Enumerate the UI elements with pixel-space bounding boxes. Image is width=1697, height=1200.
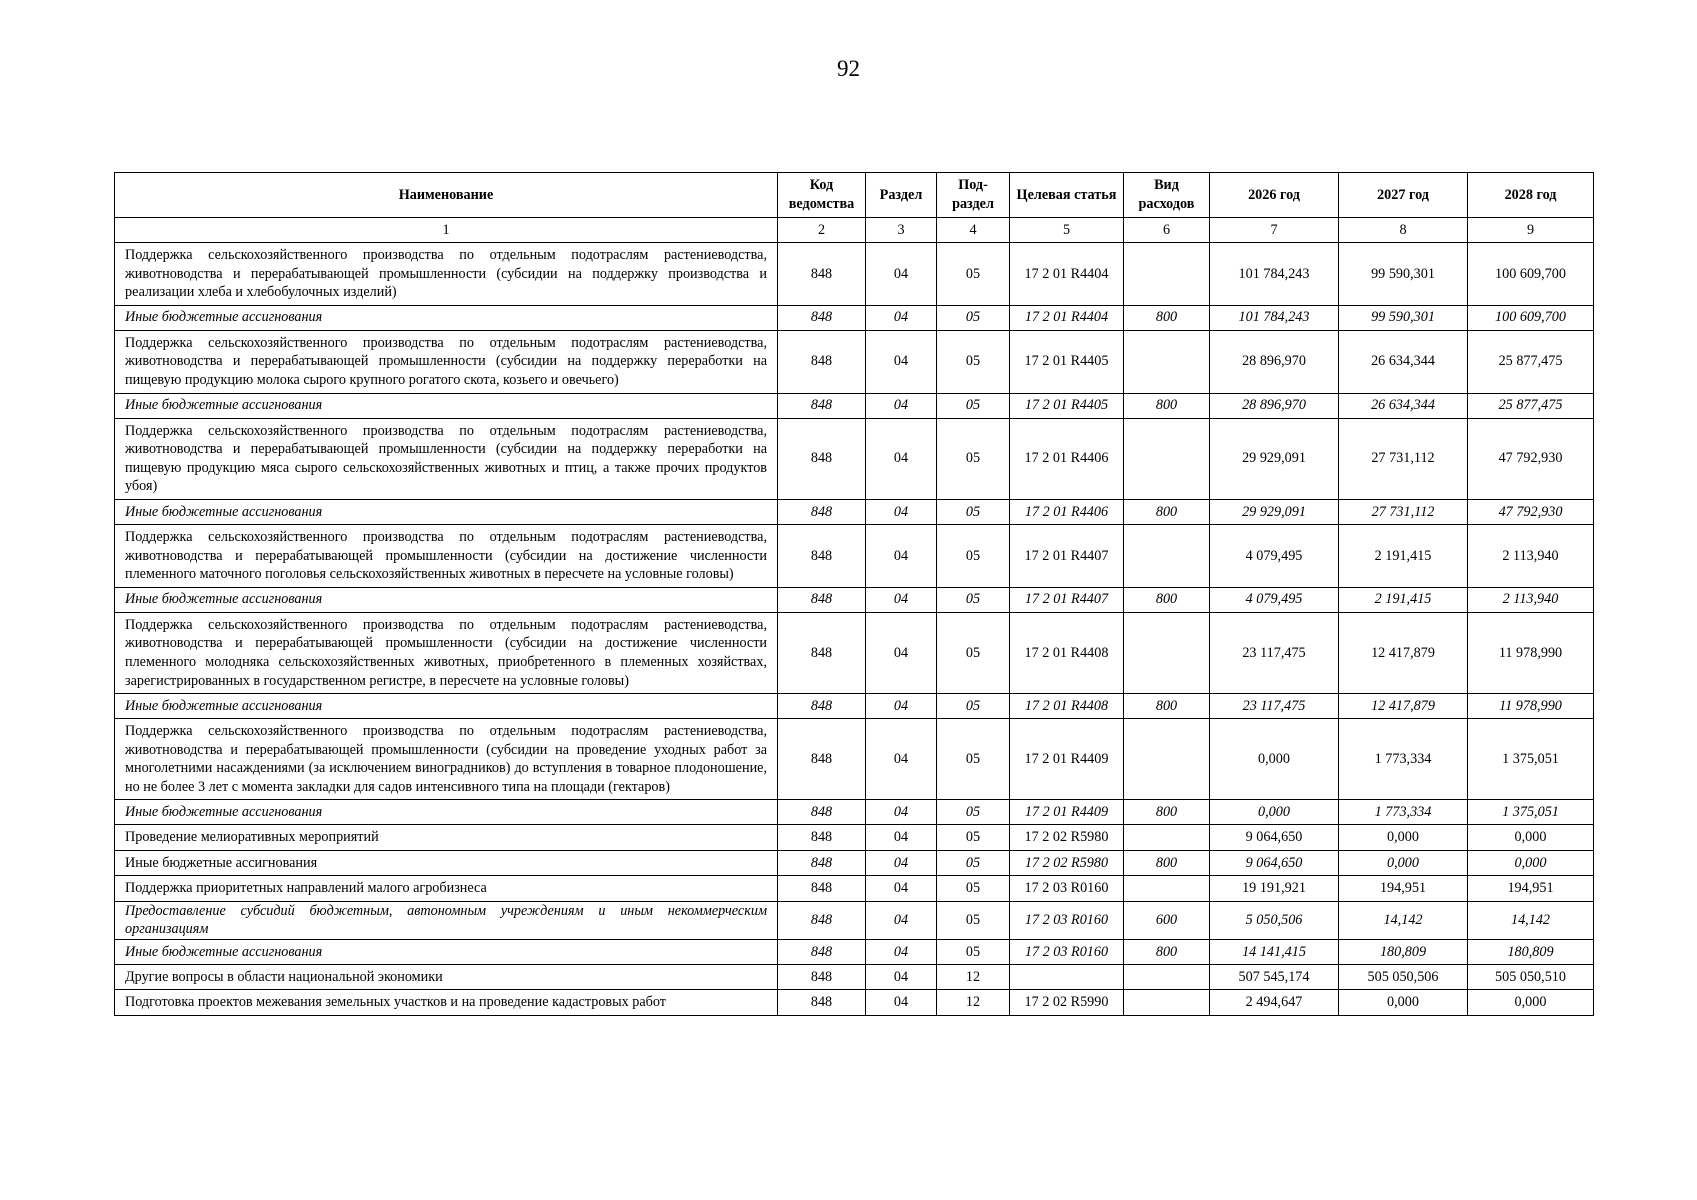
name-cell: Иные бюджетные ассигнования <box>115 305 778 330</box>
value-2027-cell: 194,951 <box>1339 876 1468 902</box>
podrazdel-cell: 05 <box>937 418 1010 499</box>
podrazdel-cell: 05 <box>937 876 1010 902</box>
razdel-cell: 04 <box>866 964 937 990</box>
razdel-cell: 04 <box>866 418 937 499</box>
statya-cell: 17 2 01 R4407 <box>1010 524 1124 587</box>
table-row <box>115 305 1594 330</box>
table-row <box>115 939 1594 964</box>
value-2027-cell: 505 050,506 <box>1339 964 1468 990</box>
name-cell: Иные бюджетные ассигнования <box>115 851 778 876</box>
value-2028-cell: 14,142 <box>1468 901 1594 939</box>
column-number: 2 <box>778 218 866 243</box>
table-row <box>115 719 1594 800</box>
statya-cell: 17 2 03 R0160 <box>1010 876 1124 902</box>
razdel-cell: 04 <box>866 524 937 587</box>
table-row <box>115 800 1594 825</box>
value-2026-cell: 507 545,174 <box>1210 964 1339 990</box>
value-2028-cell: 100 609,700 <box>1468 305 1594 330</box>
value-2026-cell: 23 117,475 <box>1210 694 1339 719</box>
value-2028-cell: 11 978,990 <box>1468 694 1594 719</box>
podrazdel-cell: 12 <box>937 964 1010 990</box>
value-2026-cell: 0,000 <box>1210 800 1339 825</box>
value-2026-cell: 101 784,243 <box>1210 243 1339 306</box>
statya-cell: 17 2 03 R0160 <box>1010 939 1124 964</box>
value-2026-cell: 9 064,650 <box>1210 851 1339 876</box>
table-row <box>115 694 1594 719</box>
name-cell: Иные бюджетные ассигнования <box>115 393 778 418</box>
value-2028-cell: 11 978,990 <box>1468 612 1594 693</box>
statya-cell: 17 2 01 R4404 <box>1010 305 1124 330</box>
column-number: 1 <box>115 218 778 243</box>
column-number: 6 <box>1124 218 1210 243</box>
statya-cell: 17 2 01 R4408 <box>1010 694 1124 719</box>
table-row <box>115 418 1594 499</box>
value-2026-cell: 19 191,921 <box>1210 876 1339 902</box>
razdel-cell: 04 <box>866 876 937 902</box>
razdel-cell: 04 <box>866 694 937 719</box>
value-2027-cell: 2 191,415 <box>1339 524 1468 587</box>
vid-cell: 600 <box>1124 901 1210 939</box>
ved-cell: 848 <box>778 243 866 306</box>
podrazdel-cell: 05 <box>937 694 1010 719</box>
statya-cell: 17 2 01 R4406 <box>1010 418 1124 499</box>
value-2027-cell: 2 191,415 <box>1339 587 1468 612</box>
name-cell: Поддержка приоритетных направлений малого агробизнеса <box>115 876 778 902</box>
razdel-cell: 04 <box>866 393 937 418</box>
statya-cell: 17 2 01 R4405 <box>1010 330 1124 393</box>
ved-cell: 848 <box>778 524 866 587</box>
statya-cell: 17 2 01 R4407 <box>1010 587 1124 612</box>
value-2026-cell: 29 929,091 <box>1210 418 1339 499</box>
value-2027-cell: 14,142 <box>1339 901 1468 939</box>
statya-cell <box>1010 964 1124 990</box>
column-number: 9 <box>1468 218 1594 243</box>
column-number: 7 <box>1210 218 1339 243</box>
header-vid: Вид расходов <box>1124 173 1210 218</box>
column-numbers-row <box>115 218 1594 243</box>
ved-cell: 848 <box>778 305 866 330</box>
vid-cell <box>1124 418 1210 499</box>
value-2027-cell: 1 773,334 <box>1339 800 1468 825</box>
header-2028: 2028 год <box>1468 173 1594 218</box>
statya-cell: 17 2 01 R4405 <box>1010 393 1124 418</box>
razdel-cell: 04 <box>866 612 937 693</box>
name-cell: Поддержка сельскохозяйственного производства по отдельным подотраслям растениеводства, животноводства и перерабатывающей промышленности (субсидии на поддержку переработки на пищевую продукцию мяса сырого сельскохозяйственных животных и птиц, а также прочих продуктов убоя) <box>115 418 778 499</box>
table-row <box>115 524 1594 587</box>
razdel-cell: 04 <box>866 330 937 393</box>
table-row <box>115 587 1594 612</box>
value-2028-cell: 194,951 <box>1468 876 1594 902</box>
podrazdel-cell: 05 <box>937 825 1010 851</box>
column-number: 5 <box>1010 218 1124 243</box>
razdel-cell: 04 <box>866 499 937 524</box>
vid-cell <box>1124 719 1210 800</box>
ved-cell: 848 <box>778 694 866 719</box>
ved-cell: 848 <box>778 901 866 939</box>
ved-cell: 848 <box>778 876 866 902</box>
vid-cell: 800 <box>1124 694 1210 719</box>
value-2028-cell: 1 375,051 <box>1468 719 1594 800</box>
name-cell: Поддержка сельскохозяйственного производства по отдельным подотраслям растениеводства, животноводства и перерабатывающей промышленности (субсидии на проведение уходных работ за многолетними насаждениями (за исключением виноградников) до вступления в товарное плодоношение, но не более 3 лет с момента закладки для садов интенсивного типа на площади (гектаров) <box>115 719 778 800</box>
name-cell: Иные бюджетные ассигнования <box>115 694 778 719</box>
value-2026-cell: 9 064,650 <box>1210 825 1339 851</box>
value-2028-cell: 505 050,510 <box>1468 964 1594 990</box>
header-name: Наименование <box>115 173 778 218</box>
vid-cell <box>1124 990 1210 1016</box>
podrazdel-cell: 05 <box>937 499 1010 524</box>
header-podrazdel: Под-раздел <box>937 173 1010 218</box>
ved-cell: 848 <box>778 939 866 964</box>
value-2027-cell: 27 731,112 <box>1339 418 1468 499</box>
statya-cell: 17 2 01 R4408 <box>1010 612 1124 693</box>
table-row <box>115 330 1594 393</box>
value-2027-cell: 12 417,879 <box>1339 612 1468 693</box>
table-row <box>115 990 1594 1016</box>
podrazdel-cell: 12 <box>937 990 1010 1016</box>
value-2026-cell: 28 896,970 <box>1210 393 1339 418</box>
budget-table <box>114 172 1594 1016</box>
podrazdel-cell: 05 <box>937 901 1010 939</box>
ved-cell: 848 <box>778 800 866 825</box>
statya-cell: 17 2 03 R0160 <box>1010 901 1124 939</box>
name-cell: Предоставление субсидий бюджетным, автономным учреждениям и иным некоммерческим организациям <box>115 901 778 939</box>
value-2028-cell: 47 792,930 <box>1468 499 1594 524</box>
razdel-cell: 04 <box>866 719 937 800</box>
ved-cell: 848 <box>778 719 866 800</box>
statya-cell: 17 2 01 R4406 <box>1010 499 1124 524</box>
value-2028-cell: 25 877,475 <box>1468 393 1594 418</box>
vid-cell: 800 <box>1124 939 1210 964</box>
value-2027-cell: 12 417,879 <box>1339 694 1468 719</box>
value-2026-cell: 28 896,970 <box>1210 330 1339 393</box>
podrazdel-cell: 05 <box>937 524 1010 587</box>
value-2026-cell: 14 141,415 <box>1210 939 1339 964</box>
value-2027-cell: 0,000 <box>1339 851 1468 876</box>
value-2026-cell: 4 079,495 <box>1210 587 1339 612</box>
ved-cell: 848 <box>778 587 866 612</box>
name-cell: Поддержка сельскохозяйственного производства по отдельным подотраслям растениеводства, животноводства и перерабатывающей промышленности (субсидии на достижение численности племенного маточного поголовья сельскохозяйственных животных в пересчете на условные головы) <box>115 524 778 587</box>
value-2026-cell: 4 079,495 <box>1210 524 1339 587</box>
table-row <box>115 851 1594 876</box>
ved-cell: 848 <box>778 964 866 990</box>
name-cell: Проведение мелиоративных мероприятий <box>115 825 778 851</box>
column-number: 4 <box>937 218 1010 243</box>
ved-cell: 848 <box>778 393 866 418</box>
value-2026-cell: 0,000 <box>1210 719 1339 800</box>
podrazdel-cell: 05 <box>937 719 1010 800</box>
vid-cell: 800 <box>1124 499 1210 524</box>
value-2026-cell: 5 050,506 <box>1210 901 1339 939</box>
razdel-cell: 04 <box>866 851 937 876</box>
column-number: 3 <box>866 218 937 243</box>
podrazdel-cell: 05 <box>937 851 1010 876</box>
table-row <box>115 393 1594 418</box>
table-row <box>115 499 1594 524</box>
value-2028-cell: 2 113,940 <box>1468 524 1594 587</box>
value-2028-cell: 47 792,930 <box>1468 418 1594 499</box>
vid-cell <box>1124 825 1210 851</box>
razdel-cell: 04 <box>866 825 937 851</box>
vid-cell: 800 <box>1124 851 1210 876</box>
value-2028-cell: 0,000 <box>1468 851 1594 876</box>
value-2027-cell: 0,000 <box>1339 825 1468 851</box>
razdel-cell: 04 <box>866 305 937 330</box>
value-2028-cell: 25 877,475 <box>1468 330 1594 393</box>
ved-cell: 848 <box>778 418 866 499</box>
vid-cell <box>1124 612 1210 693</box>
value-2028-cell: 100 609,700 <box>1468 243 1594 306</box>
value-2028-cell: 180,809 <box>1468 939 1594 964</box>
value-2027-cell: 26 634,344 <box>1339 393 1468 418</box>
header-2026: 2026 год <box>1210 173 1339 218</box>
value-2027-cell: 99 590,301 <box>1339 305 1468 330</box>
name-cell: Поддержка сельскохозяйственного производства по отдельным подотраслям растениеводства, животноводства и перерабатывающей промышленности (субсидии на достижение численности племенного молодняка сельскохозяйственных животных, приобретенного в племенных хозяйствах, зарегистрированных в государственном регистре, в пересчете на условные головы) <box>115 612 778 693</box>
value-2027-cell: 1 773,334 <box>1339 719 1468 800</box>
vid-cell: 800 <box>1124 305 1210 330</box>
statya-cell: 17 2 02 R5990 <box>1010 990 1124 1016</box>
podrazdel-cell: 05 <box>937 939 1010 964</box>
podrazdel-cell: 05 <box>937 612 1010 693</box>
header-row <box>115 173 1594 218</box>
value-2027-cell: 0,000 <box>1339 990 1468 1016</box>
vid-cell: 800 <box>1124 587 1210 612</box>
statya-cell: 17 2 02 R5980 <box>1010 851 1124 876</box>
razdel-cell: 04 <box>866 800 937 825</box>
vid-cell: 800 <box>1124 800 1210 825</box>
name-cell: Иные бюджетные ассигнования <box>115 587 778 612</box>
ved-cell: 848 <box>778 990 866 1016</box>
razdel-cell: 04 <box>866 243 937 306</box>
ved-cell: 848 <box>778 612 866 693</box>
name-cell: Подготовка проектов межевания земельных участков и на проведение кадастровых работ <box>115 990 778 1016</box>
value-2028-cell: 1 375,051 <box>1468 800 1594 825</box>
ved-cell: 848 <box>778 825 866 851</box>
value-2027-cell: 26 634,344 <box>1339 330 1468 393</box>
podrazdel-cell: 05 <box>937 393 1010 418</box>
name-cell: Иные бюджетные ассигнования <box>115 939 778 964</box>
column-number: 8 <box>1339 218 1468 243</box>
vid-cell <box>1124 243 1210 306</box>
vid-cell <box>1124 964 1210 990</box>
name-cell: Иные бюджетные ассигнования <box>115 800 778 825</box>
vid-cell <box>1124 876 1210 902</box>
podrazdel-cell: 05 <box>937 800 1010 825</box>
podrazdel-cell: 05 <box>937 587 1010 612</box>
statya-cell: 17 2 01 R4409 <box>1010 719 1124 800</box>
podrazdel-cell: 05 <box>937 330 1010 393</box>
value-2028-cell: 0,000 <box>1468 825 1594 851</box>
razdel-cell: 04 <box>866 587 937 612</box>
vid-cell <box>1124 524 1210 587</box>
name-cell: Иные бюджетные ассигнования <box>115 499 778 524</box>
razdel-cell: 04 <box>866 901 937 939</box>
value-2026-cell: 29 929,091 <box>1210 499 1339 524</box>
value-2027-cell: 180,809 <box>1339 939 1468 964</box>
table-row <box>115 876 1594 902</box>
table-row <box>115 964 1594 990</box>
value-2026-cell: 23 117,475 <box>1210 612 1339 693</box>
vid-cell <box>1124 330 1210 393</box>
header-razdel: Раздел <box>866 173 937 218</box>
ved-cell: 848 <box>778 499 866 524</box>
name-cell: Поддержка сельскохозяйственного производства по отдельным подотраслям растениеводства, животноводства и перерабатывающей промышленности (субсидии на поддержку производства и реализации хлеба и хлебобулочных изделий) <box>115 243 778 306</box>
table-row <box>115 612 1594 693</box>
value-2026-cell: 2 494,647 <box>1210 990 1339 1016</box>
header-2027: 2027 год <box>1339 173 1468 218</box>
ved-cell: 848 <box>778 851 866 876</box>
podrazdel-cell: 05 <box>937 305 1010 330</box>
statya-cell: 17 2 01 R4404 <box>1010 243 1124 306</box>
value-2027-cell: 99 590,301 <box>1339 243 1468 306</box>
table-row <box>115 825 1594 851</box>
statya-cell: 17 2 02 R5980 <box>1010 825 1124 851</box>
value-2026-cell: 101 784,243 <box>1210 305 1339 330</box>
page-number: 92 <box>837 56 860 81</box>
razdel-cell: 04 <box>866 939 937 964</box>
header-ved: Код ведомства <box>778 173 866 218</box>
value-2028-cell: 2 113,940 <box>1468 587 1594 612</box>
table-row <box>115 243 1594 306</box>
podrazdel-cell: 05 <box>937 243 1010 306</box>
statya-cell: 17 2 01 R4409 <box>1010 800 1124 825</box>
name-cell: Поддержка сельскохозяйственного производства по отдельным подотраслям растениеводства, животноводства и перерабатывающей промышленности (субсидии на поддержку переработки на пищевую продукцию молока сырого крупного рогатого скота, козьего и овечьего) <box>115 330 778 393</box>
ved-cell: 848 <box>778 330 866 393</box>
table-row <box>115 901 1594 939</box>
header-statya: Целевая статья <box>1010 173 1124 218</box>
vid-cell: 800 <box>1124 393 1210 418</box>
value-2027-cell: 27 731,112 <box>1339 499 1468 524</box>
value-2028-cell: 0,000 <box>1468 990 1594 1016</box>
name-cell: Другие вопросы в области национальной экономики <box>115 964 778 990</box>
razdel-cell: 04 <box>866 990 937 1016</box>
